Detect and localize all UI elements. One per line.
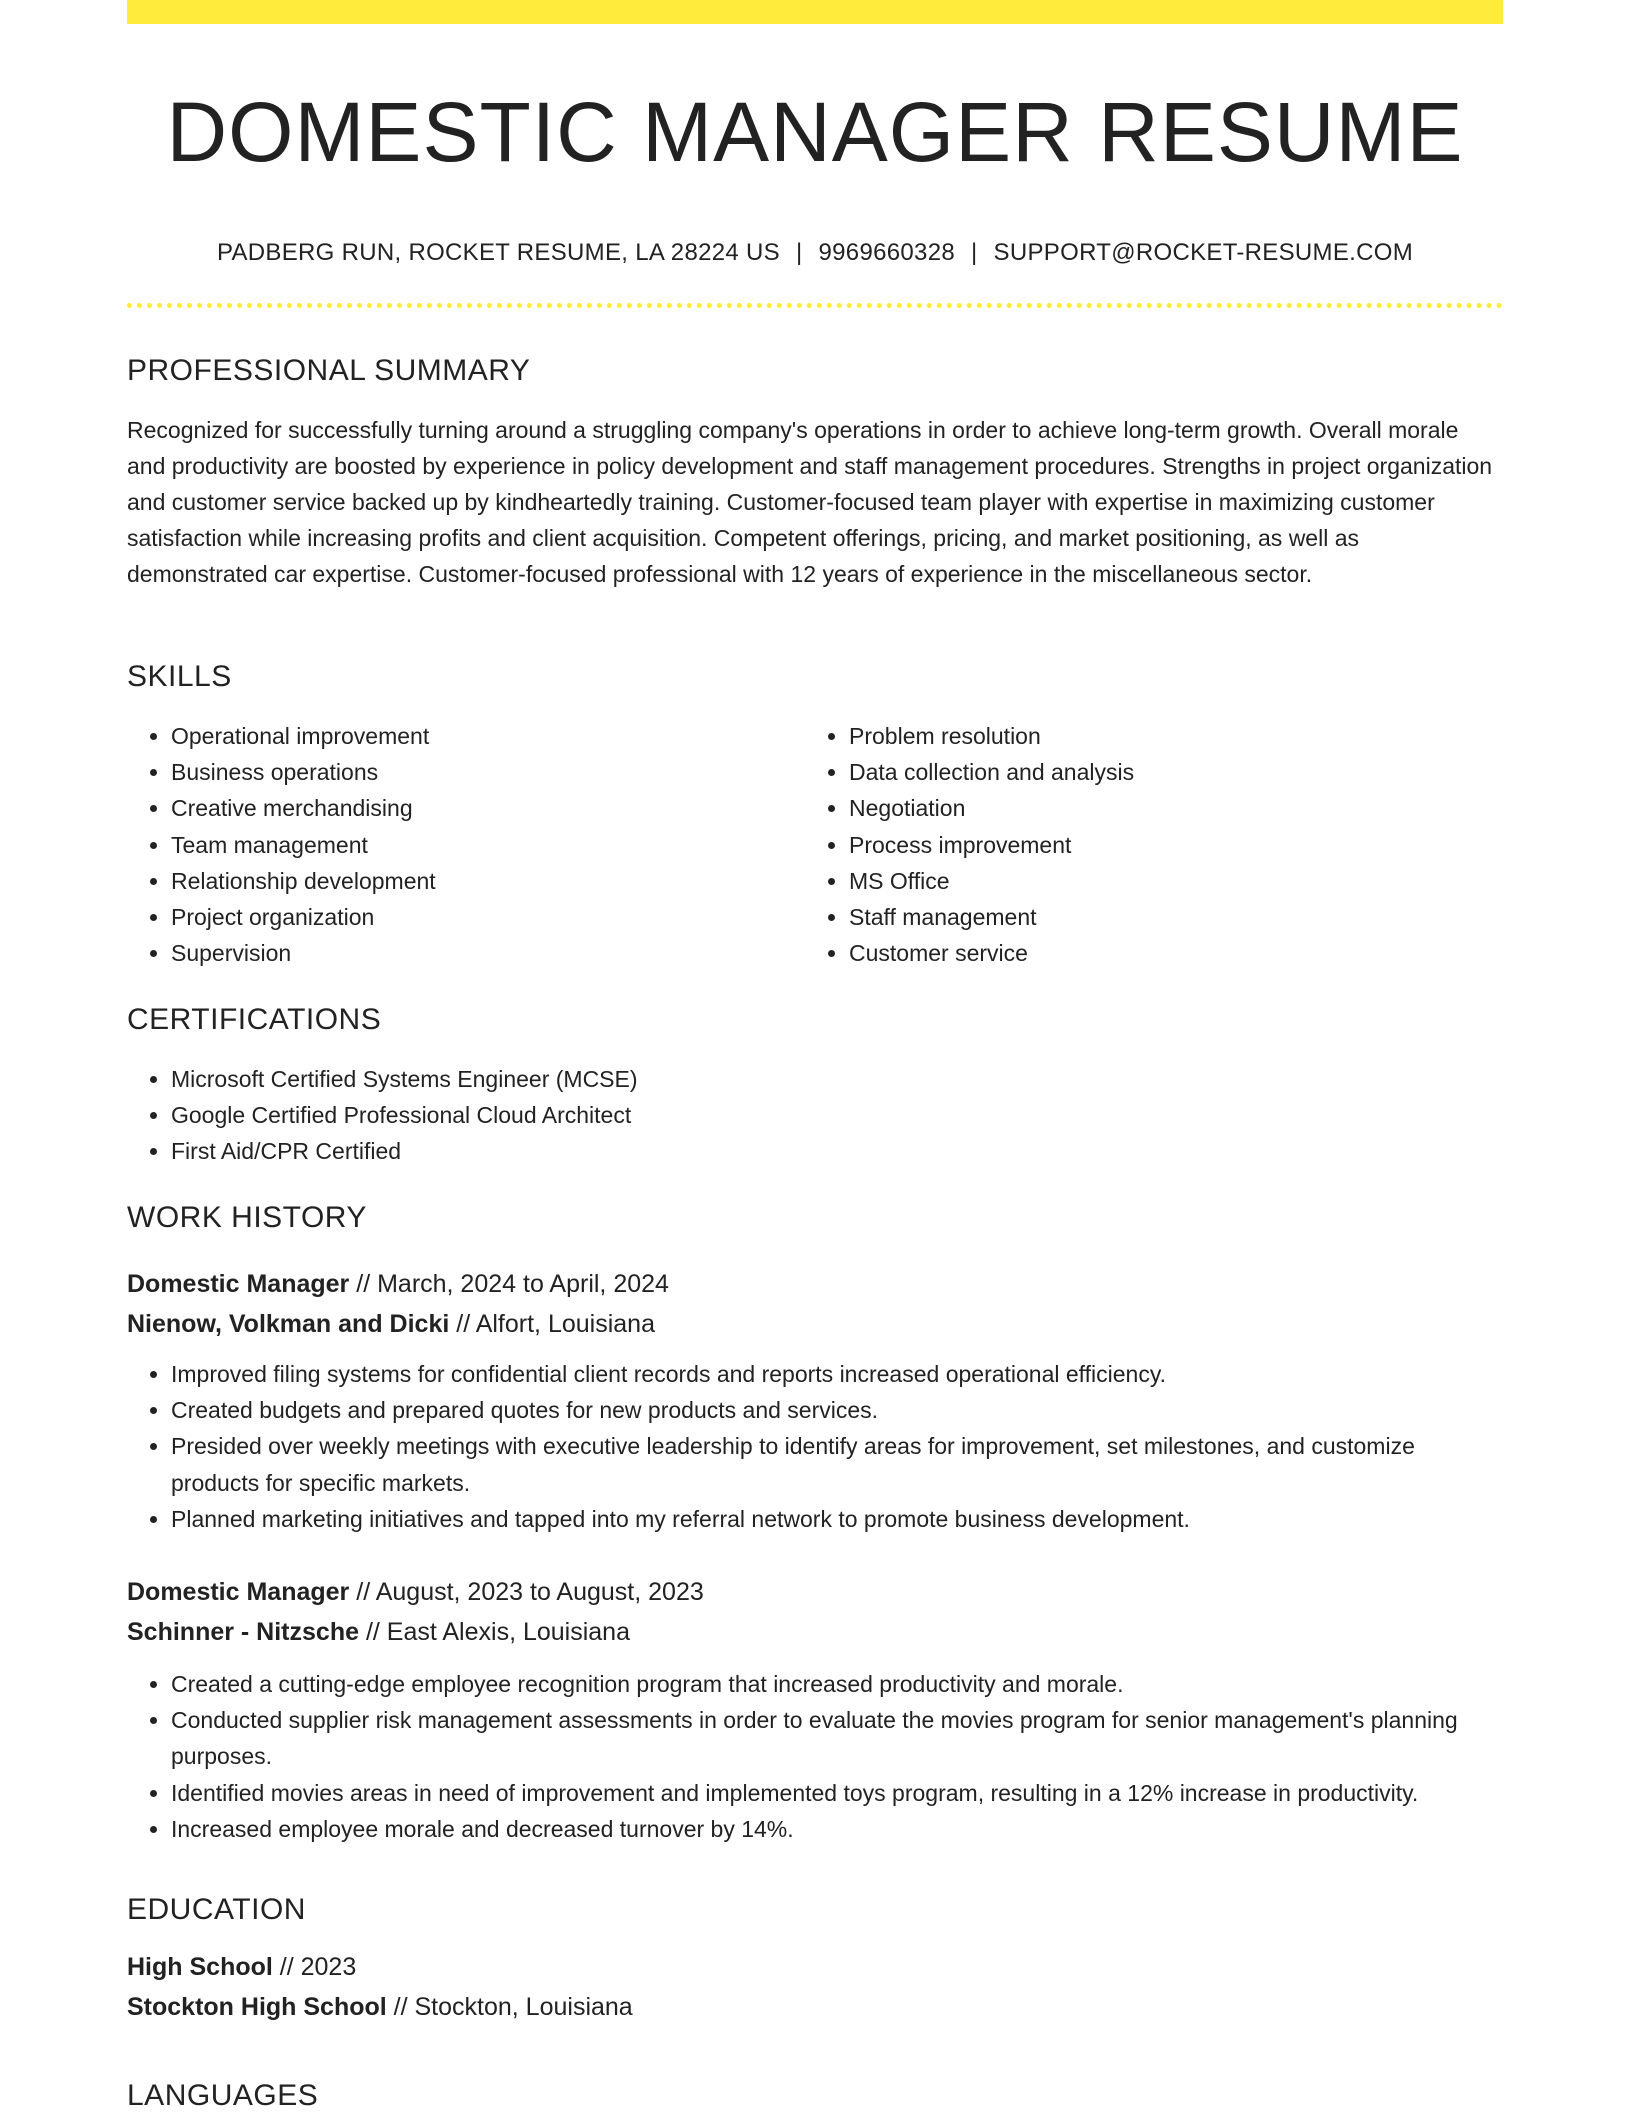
- education-degree-line: [127, 1947, 1503, 1987]
- address: PADBERG RUN, ROCKET RESUME, LA 28224 US: [216, 238, 780, 266]
- job-location: // East Alexis, Louisiana: [365, 1618, 630, 1646]
- job-bullet: • Created a cutting-edge employee recognition program that increased productivity and morale.: [171, 1666, 1503, 1702]
- job-bullet: • Improved filing systems for confidential client records and reports increased operational efficiency.: [171, 1356, 1503, 1392]
- summary-text: Recognized for successfully turning around a struggling company's operations in order to achieve long-term growth. Overall morale and productivity are boosted by experience in policy development and staff management procedures. Strengths in project organization and customer service backed up by kindheartedly training. Customer-focused team player with expertise in maximizing customer satisfaction while increasing profits and client acquisition. Competent offerings, pricing, and market positioning, as well as demonstrated car expertise. Customer-focused professional with 12 years of experience in the miscellaneous sector.: [127, 417, 1493, 587]
- job-company: Schinner - Nitzsche: [127, 1618, 359, 1646]
- job-entry: [127, 1572, 1503, 1847]
- email: SUPPORT@ROCKET-RESUME.COM: [993, 238, 1414, 266]
- skill-item: • Team management: [171, 827, 805, 863]
- job-dates: // August, 2023 to August, 2023: [356, 1578, 704, 1606]
- job-company-line: [127, 1612, 1503, 1652]
- education-year: // 2023: [279, 1953, 357, 1981]
- job-title-line: [127, 1572, 1503, 1612]
- section-heading-skills: SKILLS: [127, 660, 232, 693]
- job-company-line: [127, 1304, 1503, 1344]
- job-title: Domestic Manager: [127, 1578, 350, 1606]
- dotted-divider: [127, 303, 1503, 308]
- section-heading-languages: LANGUAGES: [127, 2079, 319, 2112]
- skills-list-right: [805, 718, 1483, 971]
- job-bullet: • Conducted supplier risk management assessments in order to evaluate the movies program for senior management's planning purposes.: [171, 1702, 1503, 1774]
- contact-separator: |: [971, 238, 978, 266]
- section-heading-work: WORK HISTORY: [127, 1201, 367, 1234]
- contact-separator: |: [795, 238, 803, 266]
- summary-section: [127, 354, 1503, 592]
- section-heading-summary: PROFESSIONAL SUMMARY: [127, 354, 531, 387]
- skill-item: • Creative merchandising: [171, 790, 805, 826]
- job-entry: [127, 1264, 1503, 1537]
- job-bullets: [127, 1666, 1503, 1847]
- skill-item: • Process improvement: [849, 827, 1483, 863]
- skill-item: • Project organization: [171, 899, 805, 935]
- work-history-section: [127, 1201, 1503, 1235]
- job-title: Domestic Manager: [127, 1270, 350, 1298]
- skill-item: • Customer service: [849, 935, 1483, 971]
- skill-item: • Operational improvement: [171, 718, 805, 754]
- skill-item: • Problem resolution: [849, 718, 1483, 754]
- section-heading-education: EDUCATION: [127, 1893, 306, 1926]
- education-degree: High School: [127, 1953, 273, 1981]
- job-bullet: • Created budgets and prepared quotes for new products and services.: [171, 1392, 1503, 1428]
- job-bullets: [127, 1356, 1503, 1537]
- skill-item: • MS Office: [849, 863, 1483, 899]
- certifications-list: [127, 1061, 1503, 1170]
- resume-page: [127, 0, 1503, 2112]
- skill-item: • Negotiation: [849, 790, 1483, 826]
- job-bullet: • Increased employee morale and decreased turnover by 14%.: [171, 1811, 1503, 1847]
- certification-item: • First Aid/CPR Certified: [171, 1133, 1503, 1169]
- education-section: [127, 1893, 1503, 2027]
- job-bullet: • Planned marketing initiatives and tapped into my referral network to promote business development.: [171, 1501, 1503, 1537]
- skill-item: • Staff management: [849, 899, 1483, 935]
- job-title-line: [127, 1264, 1503, 1304]
- certifications-section: [127, 1003, 1503, 1170]
- education-school-line: [127, 1987, 1503, 2027]
- job-location: // Alfort, Louisiana: [456, 1310, 655, 1338]
- phone: 9969660328: [818, 238, 955, 266]
- job-bullet: • Identified movies areas in need of improvement and implemented toys program, resulting in a 12% increase in productivity.: [171, 1775, 1503, 1811]
- education-school: Stockton High School: [127, 1993, 387, 2021]
- skill-item: • Supervision: [171, 935, 805, 971]
- job-company: Nienow, Volkman and Dicki: [127, 1310, 450, 1338]
- job-dates: // March, 2024 to April, 2024: [356, 1270, 669, 1298]
- contact-line: [127, 239, 1503, 267]
- languages-section: [127, 2079, 1503, 2113]
- skill-item: • Business operations: [171, 754, 805, 790]
- skill-item: • Data collection and analysis: [849, 754, 1483, 790]
- section-heading-certifications: CERTIFICATIONS: [127, 1003, 382, 1036]
- skills-list-left: [127, 718, 805, 971]
- skills-section: [127, 660, 1503, 971]
- top-accent-bar: [127, 0, 1503, 24]
- resume-title: DOMESTIC MANAGER RESUME: [166, 85, 1464, 179]
- education-location: // Stockton, Louisiana: [393, 1993, 633, 2021]
- skill-item: • Relationship development: [171, 863, 805, 899]
- job-bullet: • Presided over weekly meetings with executive leadership to identify areas for improvement, set milestones, and customize products for specific markets.: [171, 1428, 1503, 1500]
- certification-item: • Google Certified Professional Cloud Architect: [171, 1097, 1503, 1133]
- certification-item: • Microsoft Certified Systems Engineer (MCSE): [171, 1061, 1503, 1097]
